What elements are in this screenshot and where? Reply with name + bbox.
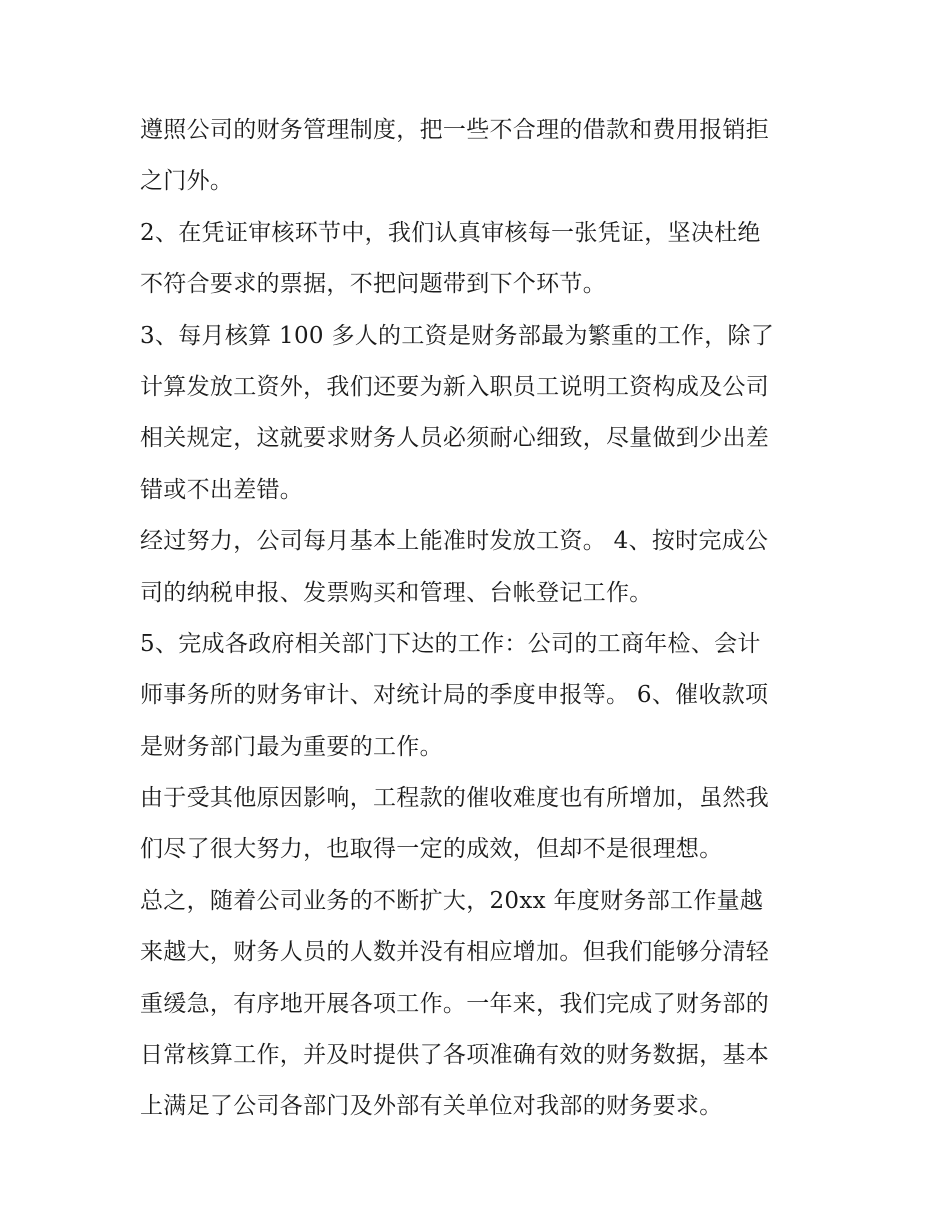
- text-line-12: 师事务所的财务审计、对统计局的季度申报等。 6、催收款项: [140, 682, 769, 709]
- text-line-15: 们尽了很大努力，也取得一定的成效，但却不是很理想。: [140, 836, 723, 863]
- text-line-1: 遵照公司的财务管理制度，把一些不合理的借款和费用报销拒: [140, 117, 770, 143]
- text-line-10: 司的纳税申报、发票购买和管理、台帐登记工作。: [140, 579, 653, 606]
- document-body: [140, 105, 820, 1133]
- text-line-9: 经过努力，公司每月基本上能准时发放工资。 4、按时完成公: [140, 528, 769, 555]
- text-line-13: 是财务部门最为重要的工作。: [140, 733, 443, 760]
- text-line-17: 来越大，财务人员的人数并没有相应增加。但我们能够分清轻: [140, 939, 770, 966]
- text-line-18: 重缓急，有序地开展各项工作。一年来，我们完成了财务部的: [140, 990, 770, 1017]
- text-line-3: 2、在凭证审核环节中，我们认真审核每一张凭证，坚决杜绝: [140, 219, 761, 246]
- text-line-4: 不符合要求的票据，不把问题带到下个环节。: [140, 271, 606, 298]
- text-line-16: 总之，随着公司业务的不断扩大，20xx 年度财务部工作量越: [140, 887, 764, 914]
- text-line-7: 相关规定，这就要求财务人员必须耐心细致，尽量做到少出差: [140, 425, 770, 452]
- text-line-6: 计算发放工资外，我们还要为新入职员工说明工资构成及公司: [140, 373, 770, 400]
- text-line-19: 日常核算工作，并及时提供了各项准确有效的财务数据，基本: [140, 1042, 770, 1069]
- text-line-5: 3、每月核算 100 多人的工资是财务部最为繁重的工作，除了: [140, 322, 775, 349]
- text-line-20: 上满足了公司各部门及外部有关单位对我部的财务要求。: [140, 1093, 723, 1120]
- text-line-2: 之门外。: [140, 168, 234, 195]
- text-line-11: 5、完成各政府相关部门下达的工作：公司的工商年检、会计: [140, 630, 761, 657]
- text-line-14: 由于受其他原因影响，工程款的催收难度也有所增加，虽然我: [140, 785, 770, 812]
- text-line-8: 错或不出差错。: [140, 476, 304, 503]
